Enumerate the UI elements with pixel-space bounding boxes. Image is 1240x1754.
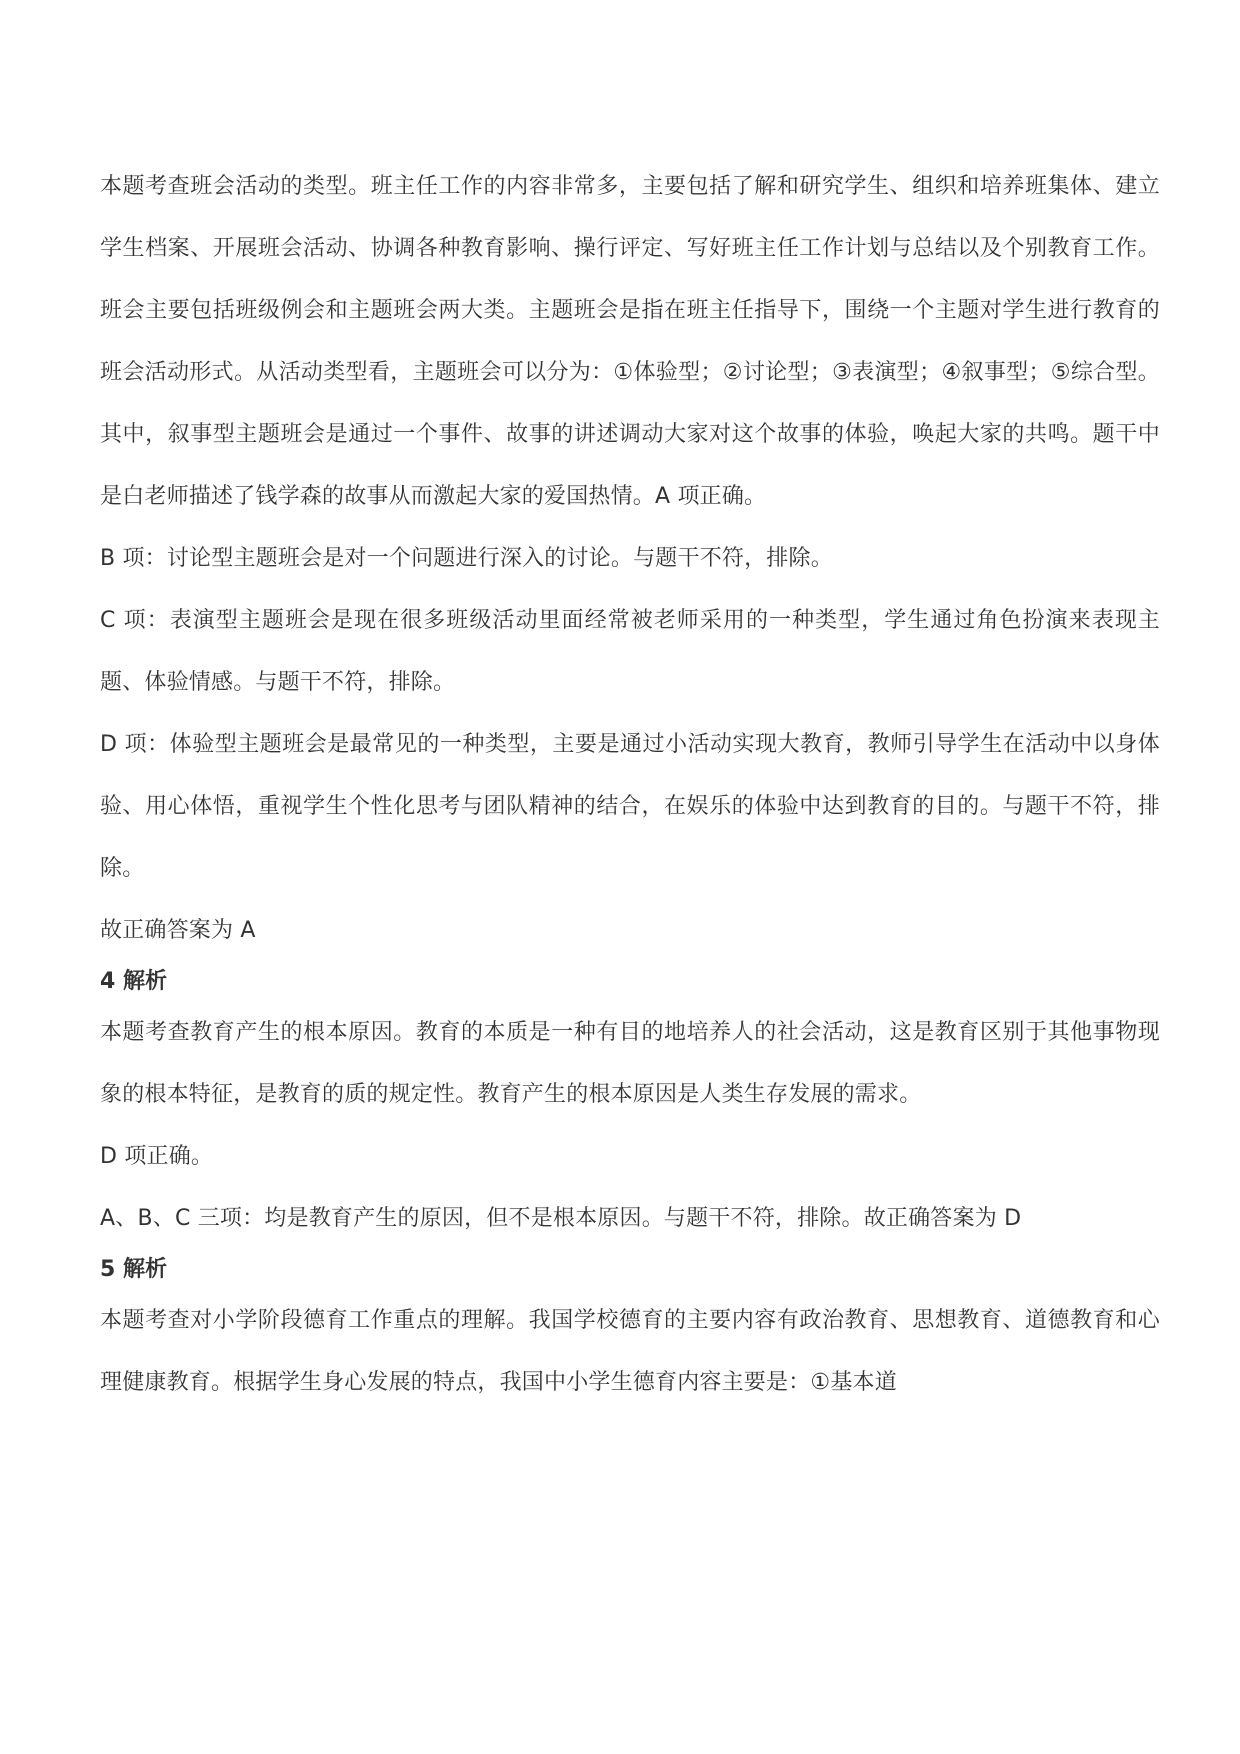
document-page xyxy=(100,156,1160,1414)
s4-explanation: 本题考查教育产生的根本原因。教育的本质是一种有目的地培养人的社会活动，这是教育区别于其他事物现象的根本特征，是教育的质的规定性。教育产生的根本原因是人类生存发展的需求。 xyxy=(100,1020,1160,1107)
s3-answer: 故正确答案为 A xyxy=(100,918,256,943)
s4-heading: 4 解析 xyxy=(100,969,167,994)
s5-heading: 5 解析 xyxy=(100,1257,167,1282)
s4-correct: D 项正确。 xyxy=(100,1144,214,1169)
s3-option-c: C 项：表演型主题班会是现在很多班级活动里面经常被老师采用的一种类型，学生通过角色扮演来表现主题、体验情感。与题干不符，排除。 xyxy=(100,608,1160,695)
s3-option-b: B 项：讨论型主题班会是对一个问题进行深入的讨论。与题干不符，排除。 xyxy=(100,546,833,571)
s5-explanation: 本题考查对小学阶段德育工作重点的理解。我国学校德育的主要内容有政治教育、思想教育、道德教育和心理健康教育。根据学生身心发展的特点，我国中小学生德育内容主要是：①基本道 xyxy=(100,1308,1160,1395)
s4-options: A、B、C 三项：均是教育产生的原因，但不是根本原因。与题干不符，排除。故正确答案为 D xyxy=(100,1206,1022,1231)
s3-option-d: D 项：体验型主题班会是最常见的一种类型，主要是通过小活动实现大教育，教师引导学生在活动中以身体验、用心体悟，重视学生个性化思考与团队精神的结合，在娱乐的体验中达到教育的目的。与题干不符，排除。 xyxy=(100,732,1160,881)
s3-explanation: 本题考查班会活动的类型。班主任工作的内容非常多，主要包括了解和研究学生、组织和培养班集体、建立学生档案、开展班会活动、协调各种教育影响、操行评定、写好班主任工作计划与总结以及个别教育工作。班会主要包括班级例会和主题班会两大类。主题班会是指在班主任指导下，围绕一个主题对学生进行教育的班会活动形式。从活动类型看，主题班会可以分为：①体验型；②讨论型；③表演型；④叙事型；⑤综合型。其中，叙事型主题班会是通过一个事件、故事的讲述调动大家对这个故事的体验，唤起大家的共鸣。题干中是白老师描述了钱学森的故事从而激起大家的爱国热情。A 项正确。 xyxy=(100,174,1160,509)
